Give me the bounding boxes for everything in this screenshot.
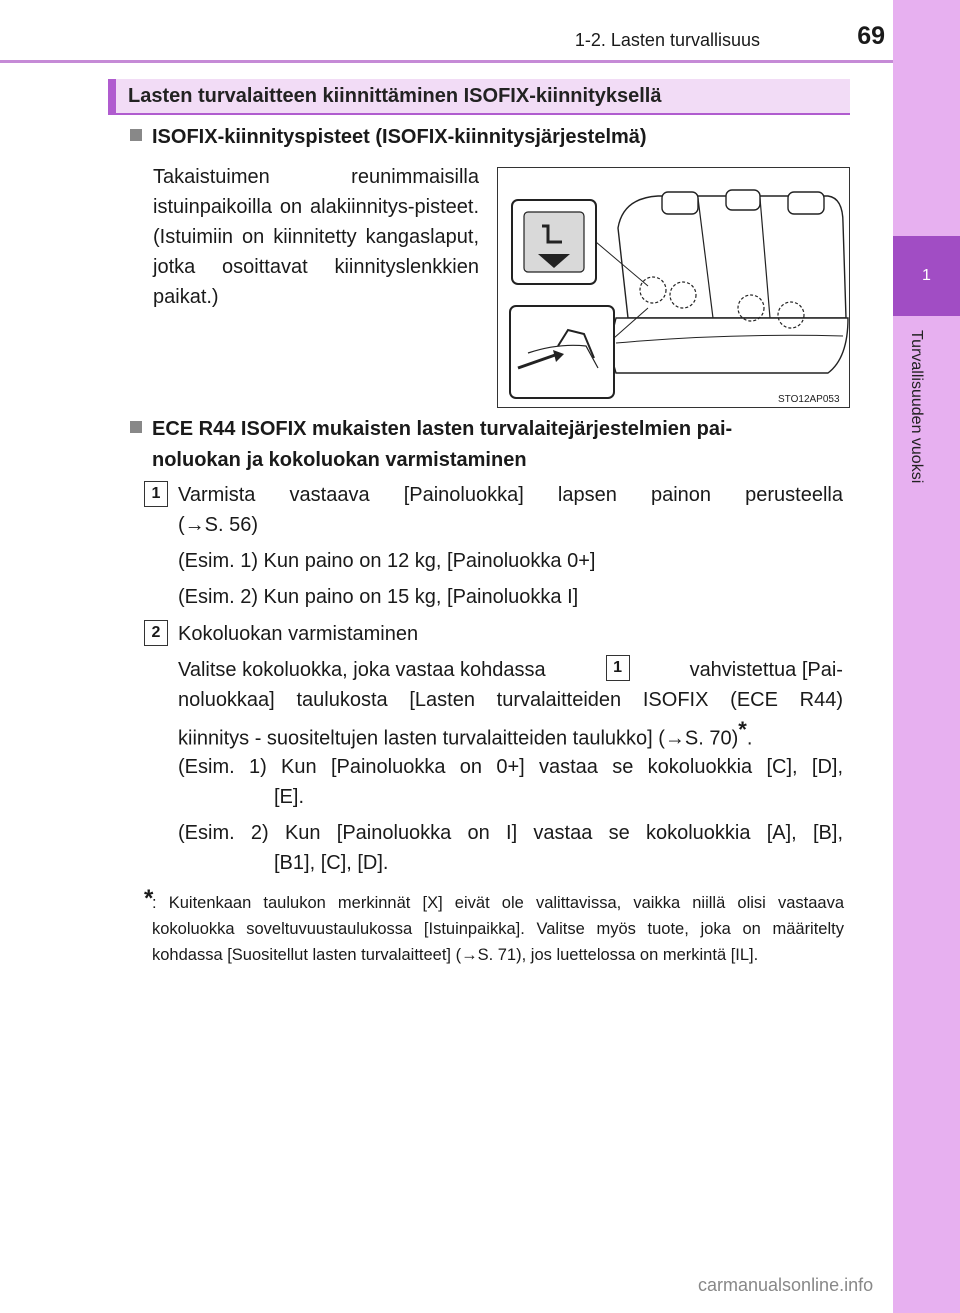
watermark: carmanualsonline.info [698,1275,874,1295]
step1-text-line1: Varmista vastaava [Painoluokka] lapsen painon perusteella [178,484,843,506]
figure-code: STO12AP053 [778,394,840,405]
header-rule [0,60,893,63]
section-reference: 1-2. Lasten turvallisuus [574,30,760,50]
step1-page-ref[interactable]: (→S. 56) [178,514,259,536]
square-bullet-icon [130,421,142,433]
step1-example1: (Esim. 1) Kun paino on 12 kg, [Painoluokka 0+] [178,550,596,572]
footnote [144,885,844,968]
subheading-line2: noluokan ja kokoluokan varmistaminen [152,449,527,471]
step2-title: Kokoluokan varmistaminen [178,623,419,645]
subheading-ece-r44 [130,414,850,476]
footnote-text: : Kuitenkaan taulukon merkinnät [X] eivät ole valittavissa, vaikka niillä olisi vastaava kokoluokka soveltuvuustaulukossa [Istuinpaikka]. Valitse myös tuote, joka on määritelty kohdassa [Suositellut lasten turvalaitteet] (→S. 71), jos luettelossa on merkintä [IL]. [152,894,844,964]
inline-step-ref: 1 [606,655,630,681]
section-title-bar [108,79,850,115]
step2-example2-line2: [B1], [C], [D]. [274,852,389,874]
step2-text-line1 [178,655,843,685]
isofix-seat-illustration [497,167,850,408]
step1-example2: (Esim. 2) Kun paino on 15 kg, [Painoluokka I] [178,586,579,608]
footnote-marker: * [738,717,747,742]
step-number-2: 2 [144,620,168,646]
step2-example2-line1: (Esim. 2) Kun [Painoluokka on I] vastaa se kokoluokkia [A], [B], [178,822,843,844]
step2-text-a: Valitse kokoluokka, joka vastaa kohdassa [178,659,546,681]
section-title: Lasten turvalaitteen kiinnittäminen ISOFIX-kiinnityksellä [128,85,662,107]
footnote-star: * [144,885,154,912]
step-number-1: 1 [144,481,168,507]
square-bullet-icon [130,129,142,141]
subheading-isofix-points [130,122,647,153]
step2-text-d[interactable]: kiinnitys - suositeltujen lasten turvalaitteiden taulukko] (→S. 70) [178,727,739,750]
step2-text-b: vahvistettua [Pai- [689,659,843,681]
step2-text-line3 [178,715,843,754]
step2-example1-line2: [E]. [274,786,305,808]
chapter-title-text: Turvallisuuden vuoksi [908,330,925,484]
step2-period: . [746,727,753,750]
step2-text-line2: noluokkaa] taulukosta [Lasten turvalaitteiden ISOFIX (ECE R44) [178,689,843,711]
step2-example1-line1: (Esim. 1) Kun [Painoluokka on 0+] vastaa se kokoluokkia [C], [D], [178,756,843,778]
chapter-sidebar [893,0,960,1313]
chapter-title [893,330,960,550]
subheading-text: ISOFIX-kiinnityspisteet (ISOFIX-kiinnitysjärjestelmä) [152,126,647,148]
chapter-tab[interactable]: 1 [893,236,960,316]
page-number: 69 [857,22,885,50]
isofix-description: Takaistuimen reunimmaisilla istuinpaikoilla on alakiinnitys-pisteet. (Istuimiin on kiinnitetty kangaslaput, jotka osoittavat kiinnityslenkkien paikat.) [153,166,479,308]
subheading-line1: ECE R44 ISOFIX mukaisten lasten turvalaitejärjestelmien pai- [152,418,733,440]
rear-seat-drawing [498,168,849,407]
